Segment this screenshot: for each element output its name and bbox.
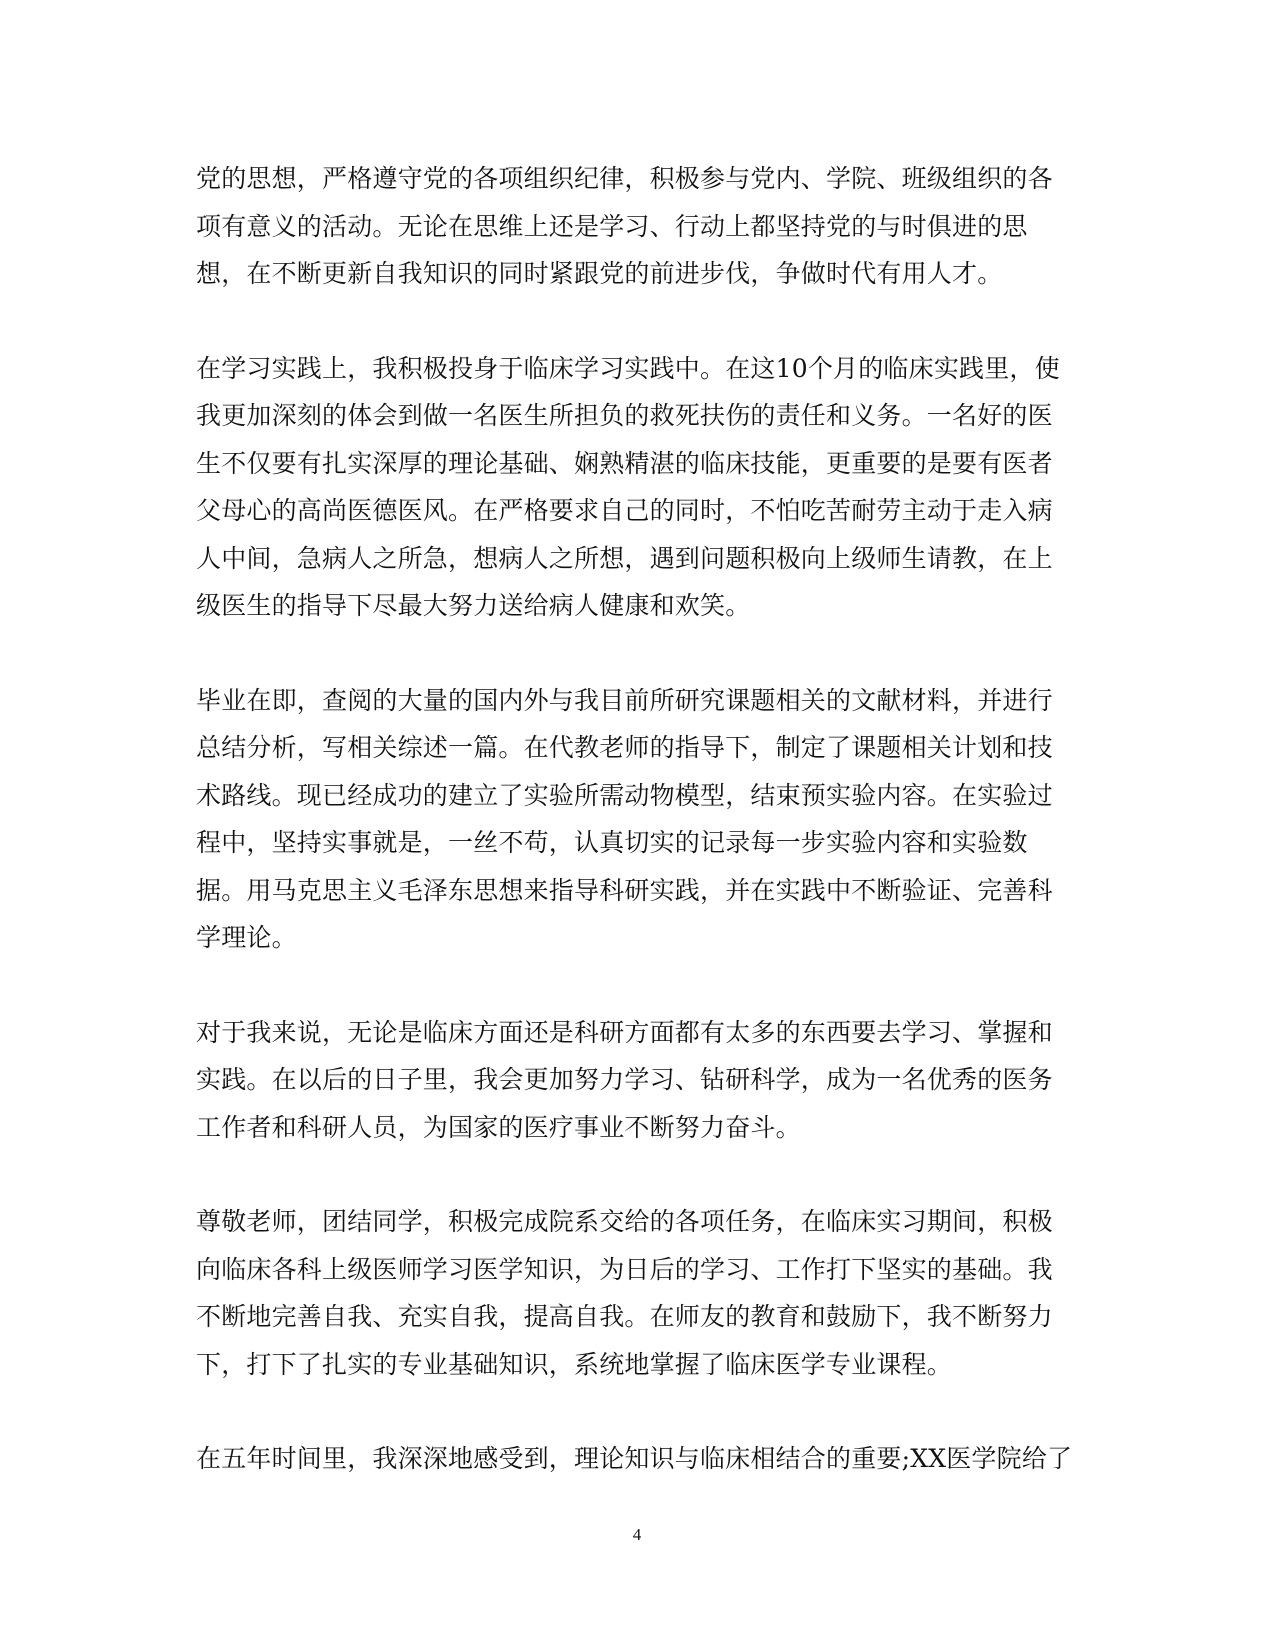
page-number: 4 [632,1525,642,1544]
body-text [196,155,1076,1530]
paragraph-party-thought: 党的思想，严格遵守党的各项组织纪律，积极参与党内、学院、班级组织的各项有意义的活动。无论在思维上还是学习、行动上都坚持党的与时俱进的思想，在不断更新自我知识的同时紧跟党的前进步伐，争做时代有用人才。 [196,164,1053,288]
paragraph-research: 毕业在即，查阅的大量的国内外与我目前所研究课题相关的文献材料，并进行总结分析，写相关综述一篇。在代教老师的指导下，制定了课题相关计划和技术路线。现已经成功的建立了实验所需动物模型，结束预实验内容。在实验过程中，坚持实事就是，一丝不苟，认真切实的记录每一步实验内容和实验数据。用马克思主义毛泽东思想来指导科研实践，并在实践中不断验证、完善科学理论。 [196,685,1053,952]
paragraph-internship: 尊敬老师，团结同学，积极完成院系交给的各项任务，在临床实习期间，积极向临床各科上级医师学习医学知识，为日后的学习、工作打下坚实的基础。我不断地完善自我、充实自我，提高自我。在师友的教育和鼓励下，我不断努力下，打下了扎实的专业基础知识，系统地掌握了临床医学专业课程。 [196,1207,1053,1379]
paragraph-future-goals: 对于我来说，无论是临床方面还是科研方面都有太多的东西要去学习、掌握和实践。在以后的日子里，我会更加努力学习、钻研科学，成为一名优秀的医务工作者和科研人员，为国家的医疗事业不断努力奋斗。 [196,1017,1053,1142]
paragraph-clinical-practice: 在学习实践上，我积极投身于临床学习实践中。在这10个月的临床实践里，使我更加深刻的体会到做一名医生所担负的救死扶伤的责任和义务。一名好的医生不仅要有扎实深厚的理论基础、娴熟精湛的临床技能，更重要的是要有医者父母心的高尚医德医风。在严格要求自己的同时，不怕吃苦耐劳主动于走入病人中间，急病人之所急，想病人之所想，遇到问题积极向上级师生请教，在上级医生的指导下尽最大努力送给病人健康和欢笑。 [196,353,1060,620]
paragraph-five-years: 在五年时间里，我深深地感受到，理论知识与临床相结合的重要;XX医学院给了 [196,1444,1073,1473]
